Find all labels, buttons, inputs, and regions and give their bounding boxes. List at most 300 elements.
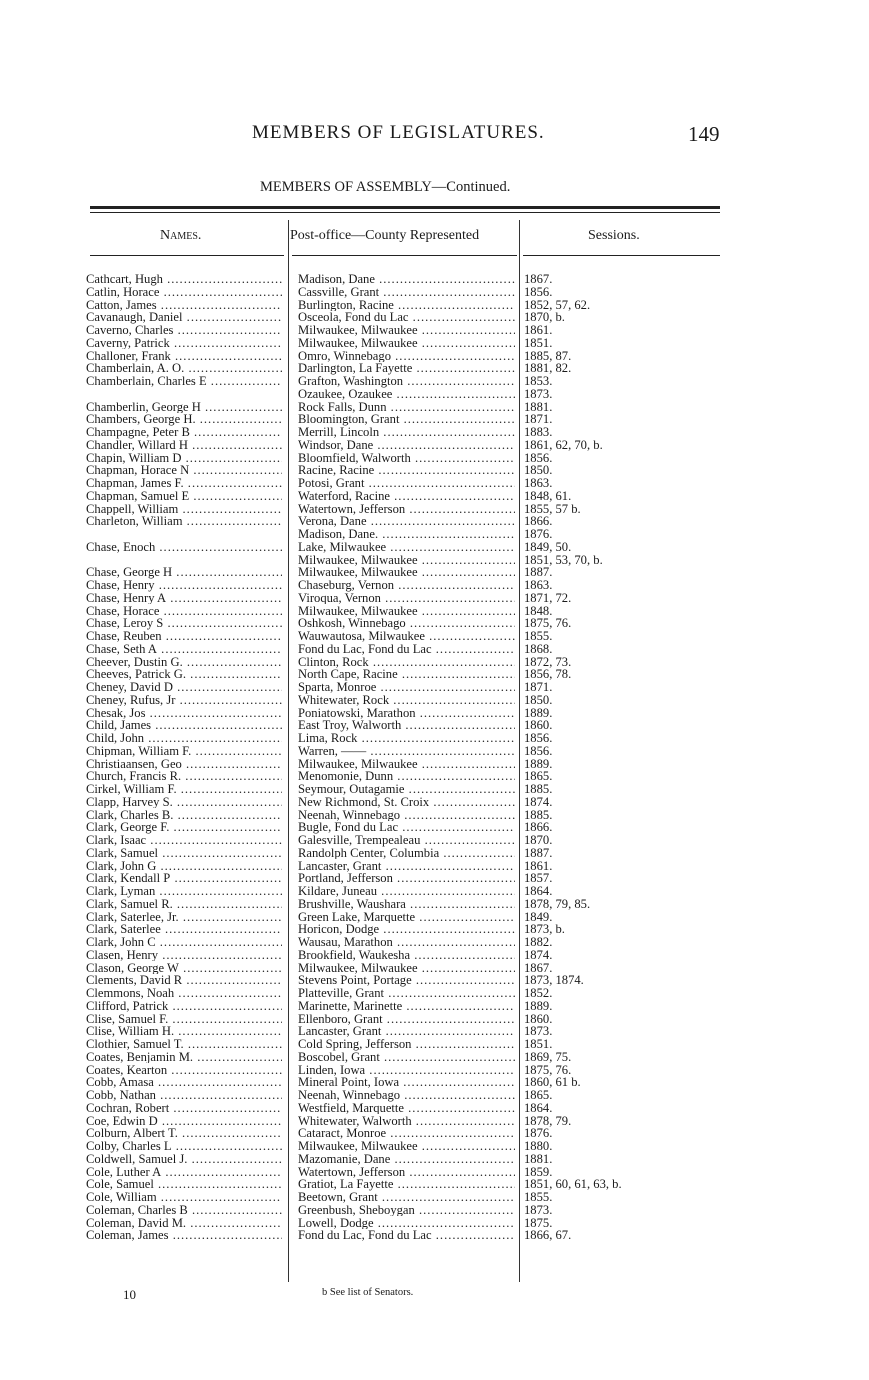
member-name: Coldwell, Samuel J. ..... bbox=[86, 1153, 282, 1166]
table-row bbox=[0, 898, 869, 911]
member-name: Cirkel, William F. ..... bbox=[86, 783, 282, 796]
table-row bbox=[0, 821, 869, 834]
table-row bbox=[0, 770, 869, 783]
table-row bbox=[0, 1038, 869, 1051]
member-name: Coe, Edwin D ..... bbox=[86, 1115, 282, 1128]
table-row bbox=[0, 388, 869, 401]
sessions: 1881. bbox=[524, 399, 553, 414]
post-office: Rock Falls, Dunn ..... bbox=[298, 401, 515, 414]
sessions: 1860. bbox=[524, 1011, 553, 1026]
member-name: Caverny, Patrick ..... bbox=[86, 337, 282, 350]
post-office: Clinton, Rock ..... bbox=[298, 656, 515, 669]
table-row bbox=[0, 694, 869, 707]
table-row bbox=[0, 362, 869, 375]
sessions: 1852. bbox=[524, 986, 553, 1000]
table-row bbox=[0, 783, 869, 796]
table-row bbox=[0, 1140, 869, 1153]
table-row bbox=[0, 630, 869, 643]
sessions: 1850. bbox=[524, 692, 553, 707]
post-office: Stevens Point, Portage ..... bbox=[298, 974, 515, 987]
post-office: Whitewater, Walworth ..... bbox=[298, 1115, 515, 1128]
member-name: Clise, Samuel F. ..... bbox=[86, 1013, 282, 1026]
sessions: 1874. bbox=[524, 947, 553, 962]
sessions: 1855. bbox=[524, 1190, 553, 1204]
sessions: 1873. bbox=[524, 1202, 553, 1217]
table-row bbox=[0, 1127, 869, 1140]
member-name: Clason, George W ..... bbox=[86, 962, 282, 975]
post-office: Green Lake, Marquette ..... bbox=[298, 911, 515, 924]
sessions: 1848, 61. bbox=[524, 488, 572, 503]
member-name: Chapman, James F. ..... bbox=[86, 477, 282, 490]
post-office: Lima, Rock ..... bbox=[298, 732, 515, 745]
sessions: 1873, 1874. bbox=[524, 973, 584, 988]
table-row bbox=[0, 923, 869, 936]
table-row bbox=[0, 732, 869, 745]
post-office: Madison, Dane. ..... bbox=[298, 528, 515, 541]
sessions: 1853. bbox=[524, 374, 553, 388]
post-office: Whitewater, Rock ..... bbox=[298, 694, 515, 707]
sessions: 1851, 60, 61, 63, b. bbox=[524, 1177, 622, 1192]
sessions: 1867. bbox=[524, 272, 553, 286]
table-row bbox=[0, 809, 869, 822]
post-office: Cataract, Monroe ..... bbox=[298, 1127, 515, 1140]
table-row bbox=[0, 350, 869, 363]
member-name: Catlin, Horace ..... bbox=[86, 286, 282, 299]
sessions: 1851. bbox=[524, 335, 553, 350]
sessions: 1860. bbox=[524, 718, 553, 733]
post-office: Osceola, Fond du Lac ..... bbox=[298, 311, 515, 324]
post-office: Madison, Dane ..... bbox=[298, 273, 515, 286]
member-name: Chipman, William F. ..... bbox=[86, 745, 282, 758]
member-name: Clark, Saterlee ..... bbox=[86, 923, 282, 936]
post-office: Potosi, Grant ..... bbox=[298, 477, 515, 490]
sessions: 1885. bbox=[524, 807, 553, 822]
member-name: Chamberlain, Charles E ..... bbox=[86, 375, 282, 388]
post-office: Milwaukee, Milwaukee ..... bbox=[298, 1140, 515, 1153]
sessions: 1882. bbox=[524, 935, 553, 949]
post-office: Westfield, Marquette ..... bbox=[298, 1102, 515, 1115]
sessions: 1878, 79, 85. bbox=[524, 896, 591, 911]
member-name: Clark, John C ..... bbox=[86, 936, 282, 949]
post-office: Marinette, Marinette ..... bbox=[298, 1000, 515, 1013]
sessions: 1863. bbox=[524, 578, 553, 592]
sessions: 1852, 57, 62. bbox=[524, 297, 591, 312]
member-name: Clise, William H. ..... bbox=[86, 1025, 282, 1038]
member-name: Cheney, David D ..... bbox=[86, 681, 282, 694]
table-row bbox=[0, 439, 869, 452]
table-row bbox=[0, 1178, 869, 1191]
post-office: Milwaukee, Milwaukee ..... bbox=[298, 758, 515, 771]
sessions: 1861. bbox=[524, 858, 553, 873]
sessions: 1864. bbox=[524, 1100, 553, 1115]
post-office: Fond du Lac, Fond du Lac ..... bbox=[298, 643, 515, 656]
table-row bbox=[0, 490, 869, 503]
member-name: Cheeves, Patrick G. ..... bbox=[86, 668, 282, 681]
member-name: Clark, Isaac ..... bbox=[86, 834, 282, 847]
member-name: Clark, Samuel R. ..... bbox=[86, 898, 282, 911]
member-name: Clark, Kendall P ..... bbox=[86, 872, 282, 885]
table-row bbox=[0, 375, 869, 388]
sessions: 1861, 62, 70, b. bbox=[524, 437, 603, 452]
sessions: 1878, 79. bbox=[524, 1113, 572, 1128]
post-office: Galesville, Trempealeau ..... bbox=[298, 834, 515, 847]
sessions: 1873, b. bbox=[524, 922, 565, 937]
sessions: 1881, 82. bbox=[524, 361, 572, 376]
table-row bbox=[0, 643, 869, 656]
post-office: Merrill, Lincoln ..... bbox=[298, 426, 515, 439]
header-rule-post bbox=[292, 255, 517, 256]
sessions: 1855. bbox=[524, 629, 553, 643]
member-name: Child, James ..... bbox=[86, 719, 282, 732]
sessions: 1871. bbox=[524, 412, 553, 427]
table-row bbox=[0, 528, 869, 541]
member-name: Challoner, Frank ..... bbox=[86, 350, 282, 363]
table-row bbox=[0, 1229, 869, 1242]
sessions: 1856, 78. bbox=[524, 667, 572, 682]
table-row bbox=[0, 299, 869, 312]
table-row bbox=[0, 911, 869, 924]
column-header-sessions: Sessions. bbox=[588, 228, 640, 243]
table-row bbox=[0, 477, 869, 490]
sessions: 1855, 57 b. bbox=[524, 501, 581, 516]
post-office: Wauwautosa, Milwaukee ..... bbox=[298, 630, 515, 643]
sessions: 1848. bbox=[524, 603, 553, 618]
sessions: 1887. bbox=[524, 565, 553, 580]
top-rule-thick bbox=[90, 206, 720, 209]
member-name: Clothier, Samuel T. ..... bbox=[86, 1038, 282, 1051]
sessions: 1875, 76. bbox=[524, 616, 572, 631]
table-row bbox=[0, 834, 869, 847]
member-name: Chapman, Samuel E ..... bbox=[86, 490, 282, 503]
table-row bbox=[0, 311, 869, 324]
member-name: Clemmons, Noah ..... bbox=[86, 987, 282, 1000]
post-office: Lowell, Dodge ..... bbox=[298, 1217, 515, 1230]
member-name: Clark, Samuel ..... bbox=[86, 847, 282, 860]
table-row bbox=[0, 872, 869, 885]
member-name: Chapin, William D ..... bbox=[86, 452, 282, 465]
sessions: 1871. bbox=[524, 680, 553, 694]
member-name: Chamberlin, George H ..... bbox=[86, 401, 282, 414]
member-name: Clark, Saterlee, Jr. ..... bbox=[86, 911, 282, 924]
table-row bbox=[0, 464, 869, 477]
table-row bbox=[0, 554, 869, 567]
member-name: Coates, Benjamin M. ..... bbox=[86, 1051, 282, 1064]
table-row bbox=[0, 1076, 869, 1089]
header-rule-names bbox=[90, 255, 284, 256]
post-office: Horicon, Dodge ..... bbox=[298, 923, 515, 936]
table-row bbox=[0, 681, 869, 694]
sessions: 1866. bbox=[524, 514, 553, 529]
post-office: Neenah, Winnebago ..... bbox=[298, 809, 515, 822]
member-name: Cole, William ..... bbox=[86, 1191, 282, 1204]
table-row bbox=[0, 1153, 869, 1166]
sessions: 1873. bbox=[524, 386, 553, 401]
member-name: Chase, Henry ..... bbox=[86, 579, 282, 592]
post-office: North Cape, Racine ..... bbox=[298, 668, 515, 681]
sessions: 1865. bbox=[524, 1088, 553, 1102]
post-office: Windsor, Dane ..... bbox=[298, 439, 515, 452]
post-office: Lake, Milwaukee ..... bbox=[298, 541, 515, 554]
table-row bbox=[0, 286, 869, 299]
sessions: 1863. bbox=[524, 476, 553, 490]
table-row bbox=[0, 401, 869, 414]
post-office: Fond du Lac, Fond du Lac ..... bbox=[298, 1229, 515, 1242]
table-row bbox=[0, 949, 869, 962]
member-name: Clark, George F. ..... bbox=[86, 821, 282, 834]
member-name: Chase, Leroy S ..... bbox=[86, 617, 282, 630]
post-office: Verona, Dane ..... bbox=[298, 515, 515, 528]
table-row bbox=[0, 860, 869, 873]
table-row bbox=[0, 758, 869, 771]
sessions: 1856. bbox=[524, 284, 553, 299]
post-office: Grafton, Washington ..... bbox=[298, 375, 515, 388]
sessions: 1860, 61 b. bbox=[524, 1075, 581, 1090]
member-name: Clark, Charles B. ..... bbox=[86, 809, 282, 822]
page-number: 149 bbox=[688, 122, 720, 146]
member-name: Chase, Horace ..... bbox=[86, 605, 282, 618]
post-office: Bloomington, Grant ..... bbox=[298, 413, 515, 426]
table-row bbox=[0, 541, 869, 554]
top-rule-thin bbox=[90, 212, 720, 213]
member-name: Chase, Henry A ..... bbox=[86, 592, 282, 605]
sessions: 1881. bbox=[524, 1151, 553, 1166]
sessions: 1849. bbox=[524, 909, 553, 924]
sessions: 1874. bbox=[524, 794, 553, 809]
post-office: Greenbush, Sheboygan ..... bbox=[298, 1204, 515, 1217]
post-office: Bugle, Fond du Lac ..... bbox=[298, 821, 515, 834]
post-office: Milwaukee, Milwaukee ..... bbox=[298, 324, 515, 337]
table-row bbox=[0, 566, 869, 579]
sessions: 1857. bbox=[524, 871, 553, 886]
post-office: Milwaukee, Milwaukee ..... bbox=[298, 337, 515, 350]
table-row bbox=[0, 1166, 869, 1179]
member-name: Cobb, Amasa ..... bbox=[86, 1076, 282, 1089]
table-row bbox=[0, 617, 869, 630]
member-name: Clark, Lyman ..... bbox=[86, 885, 282, 898]
member-name: Coates, Kearton ..... bbox=[86, 1064, 282, 1077]
post-office: Ozaukee, Ozaukee ..... bbox=[298, 388, 515, 401]
member-name: Chase, Reuben ..... bbox=[86, 630, 282, 643]
table-row bbox=[0, 707, 869, 720]
post-office: Beetown, Grant ..... bbox=[298, 1191, 515, 1204]
post-office: Mineral Point, Iowa ..... bbox=[298, 1076, 515, 1089]
member-name: Clasen, Henry ..... bbox=[86, 949, 282, 962]
post-office: Sparta, Monroe ..... bbox=[298, 681, 515, 694]
table-row bbox=[0, 885, 869, 898]
running-head: MEMBERS OF LEGISLATURES. bbox=[252, 122, 545, 143]
member-name: Clark, John G ..... bbox=[86, 860, 282, 873]
post-office: Racine, Racine ..... bbox=[298, 464, 515, 477]
post-office: Gratiot, La Fayette ..... bbox=[298, 1178, 515, 1191]
member-name: Chapman, Horace N ..... bbox=[86, 464, 282, 477]
sessions: 1880. bbox=[524, 1139, 553, 1153]
post-office: Neenah, Winnebago ..... bbox=[298, 1089, 515, 1102]
post-office: Warren, —— ..... bbox=[298, 745, 515, 758]
post-office: East Troy, Walworth ..... bbox=[298, 719, 515, 732]
table-row bbox=[0, 452, 869, 465]
sessions: 1868. bbox=[524, 641, 553, 656]
sessions: 1869, 75. bbox=[524, 1049, 572, 1064]
table-row bbox=[0, 1102, 869, 1115]
post-office: Lancaster, Grant ..... bbox=[298, 1025, 515, 1038]
member-name: Church, Francis R. ..... bbox=[86, 770, 282, 783]
member-name: Chambers, George H. ..... bbox=[86, 413, 282, 426]
member-name: Chamberlain, A. O. ..... bbox=[86, 362, 282, 375]
member-name: Champagne, Peter B ..... bbox=[86, 426, 282, 439]
table-subtitle: MEMBERS OF ASSEMBLY—Continued. bbox=[260, 179, 511, 195]
table-row bbox=[0, 936, 869, 949]
table-row bbox=[0, 1204, 869, 1217]
member-name: Cobb, Nathan ..... bbox=[86, 1089, 282, 1102]
sessions: 1889. bbox=[524, 998, 553, 1013]
post-office: Brushville, Waushara ..... bbox=[298, 898, 515, 911]
sessions: 1871, 72. bbox=[524, 590, 572, 605]
member-name: Cochran, Robert ..... bbox=[86, 1102, 282, 1115]
table-row bbox=[0, 605, 869, 618]
post-office: Oshkosh, Winnebago ..... bbox=[298, 617, 515, 630]
sessions: 1849, 50. bbox=[524, 539, 572, 554]
member-name: Cole, Samuel ..... bbox=[86, 1178, 282, 1191]
footnote: b See list of Senators. bbox=[322, 1287, 414, 1298]
table-row bbox=[0, 1000, 869, 1013]
table-row bbox=[0, 1013, 869, 1026]
member-name: Clements, David R ..... bbox=[86, 974, 282, 987]
header-rule-sessions bbox=[523, 255, 720, 256]
post-office: Mazomanie, Dane ..... bbox=[298, 1153, 515, 1166]
sessions: 1856. bbox=[524, 731, 553, 745]
table-row bbox=[0, 656, 869, 669]
sessions: 1870. bbox=[524, 833, 553, 847]
sessions: 1875. bbox=[524, 1215, 553, 1230]
post-office: Randolph Center, Columbia ..... bbox=[298, 847, 515, 860]
table-row bbox=[0, 745, 869, 758]
member-name: Chappell, William ..... bbox=[86, 503, 282, 516]
table-row bbox=[0, 1191, 869, 1204]
table-row bbox=[0, 1217, 869, 1230]
post-office: Darlington, La Fayette ..... bbox=[298, 362, 515, 375]
table-row bbox=[0, 324, 869, 337]
sessions: 1889. bbox=[524, 705, 553, 720]
signature-mark: 10 bbox=[123, 1287, 136, 1302]
sessions: 1864. bbox=[524, 884, 553, 898]
post-office: Milwaukee, Milwaukee ..... bbox=[298, 605, 515, 618]
post-office: Poniatowski, Marathon ..... bbox=[298, 707, 515, 720]
table-row bbox=[0, 413, 869, 426]
sessions: 1887. bbox=[524, 845, 553, 860]
post-office: Watertown, Jefferson ..... bbox=[298, 503, 515, 516]
member-name: Chandler, Willard H ..... bbox=[86, 439, 282, 452]
sessions: 1851. bbox=[524, 1037, 553, 1051]
member-name: Cheney, Rufus, Jr ..... bbox=[86, 694, 282, 707]
post-office: Burlington, Racine ..... bbox=[298, 299, 515, 312]
post-office: Viroqua, Vernon ..... bbox=[298, 592, 515, 605]
sessions: 1889. bbox=[524, 756, 553, 771]
table-row bbox=[0, 1051, 869, 1064]
member-name: Colburn, Albert T. ..... bbox=[86, 1127, 282, 1140]
sessions: 1872, 73. bbox=[524, 654, 572, 669]
member-name: Colby, Charles L ..... bbox=[86, 1140, 282, 1153]
table-row bbox=[0, 1064, 869, 1077]
post-office: Boscobel, Grant ..... bbox=[298, 1051, 515, 1064]
table-row bbox=[0, 426, 869, 439]
post-office: Cassville, Grant ..... bbox=[298, 286, 515, 299]
table-row bbox=[0, 515, 869, 528]
sessions: 1883. bbox=[524, 425, 553, 439]
table-row bbox=[0, 579, 869, 592]
member-name: Charleton, William ..... bbox=[86, 515, 282, 528]
post-office: Portland, Jefferson ..... bbox=[298, 872, 515, 885]
post-office: Omro, Winnebago ..... bbox=[298, 350, 515, 363]
table-row bbox=[0, 847, 869, 860]
sessions: 1873. bbox=[524, 1024, 553, 1039]
sessions: 1870, b. bbox=[524, 310, 565, 325]
table-row bbox=[0, 592, 869, 605]
post-office: Lancaster, Grant ..... bbox=[298, 860, 515, 873]
sessions: 1859. bbox=[524, 1164, 553, 1179]
sessions: 1875, 76. bbox=[524, 1062, 572, 1077]
member-name: Coleman, David M. ..... bbox=[86, 1217, 282, 1230]
member-name: Catton, James ..... bbox=[86, 299, 282, 312]
sessions: 1865. bbox=[524, 769, 553, 784]
post-office: Chaseburg, Vernon ..... bbox=[298, 579, 515, 592]
sessions: 1867. bbox=[524, 960, 553, 975]
sessions: 1861. bbox=[524, 323, 553, 337]
sessions: 1885. bbox=[524, 782, 553, 796]
post-office: Milwaukee, Milwaukee ..... bbox=[298, 554, 515, 567]
member-name: Cheever, Dustin G. ..... bbox=[86, 656, 282, 669]
post-office: New Richmond, St. Croix ..... bbox=[298, 796, 515, 809]
post-office: Wausau, Marathon ..... bbox=[298, 936, 515, 949]
post-office: Cold Spring, Jefferson ..... bbox=[298, 1038, 515, 1051]
sessions: 1885, 87. bbox=[524, 348, 572, 363]
member-name: Caverno, Charles ..... bbox=[86, 324, 282, 337]
table-row bbox=[0, 337, 869, 350]
member-name: Cathcart, Hugh ..... bbox=[86, 273, 282, 286]
table-row bbox=[0, 273, 869, 286]
post-office: Waterford, Racine ..... bbox=[298, 490, 515, 503]
table-row bbox=[0, 1115, 869, 1128]
sessions: 1876. bbox=[524, 527, 553, 541]
column-header-names: Names. bbox=[160, 228, 202, 243]
post-office: Milwaukee, Milwaukee ..... bbox=[298, 566, 515, 579]
sessions: 1856. bbox=[524, 450, 553, 465]
post-office: Bloomfield, Walworth ..... bbox=[298, 452, 515, 465]
sessions: 1866. bbox=[524, 820, 553, 835]
member-name: Chase, Enoch ..... bbox=[86, 541, 282, 554]
member-name: Child, John ..... bbox=[86, 732, 282, 745]
table-row bbox=[0, 962, 869, 975]
post-office: Seymour, Outagamie ..... bbox=[298, 783, 515, 796]
post-office: Platteville, Grant ..... bbox=[298, 987, 515, 1000]
post-office: Menomonie, Dunn ..... bbox=[298, 770, 515, 783]
sessions: 1866, 67. bbox=[524, 1228, 572, 1243]
sessions: 1851, 53, 70, b. bbox=[524, 552, 603, 567]
post-office: Milwaukee, Milwaukee ..... bbox=[298, 962, 515, 975]
sessions: 1856. bbox=[524, 743, 553, 758]
table-row bbox=[0, 719, 869, 732]
member-name: Chase, George H ..... bbox=[86, 566, 282, 579]
post-office: Kildare, Juneau ..... bbox=[298, 885, 515, 898]
column-header-post-office: Post-office—County Represented bbox=[290, 228, 480, 243]
table-row bbox=[0, 1025, 869, 1038]
table-row bbox=[0, 987, 869, 1000]
table-row bbox=[0, 796, 869, 809]
table-row bbox=[0, 1089, 869, 1102]
member-name: Cole, Luther A ..... bbox=[86, 1166, 282, 1179]
post-office: Linden, Iowa ..... bbox=[298, 1064, 515, 1077]
member-name: Chesak, Jos ..... bbox=[86, 707, 282, 720]
member-name: Christiaansen, Geo ..... bbox=[86, 758, 282, 771]
